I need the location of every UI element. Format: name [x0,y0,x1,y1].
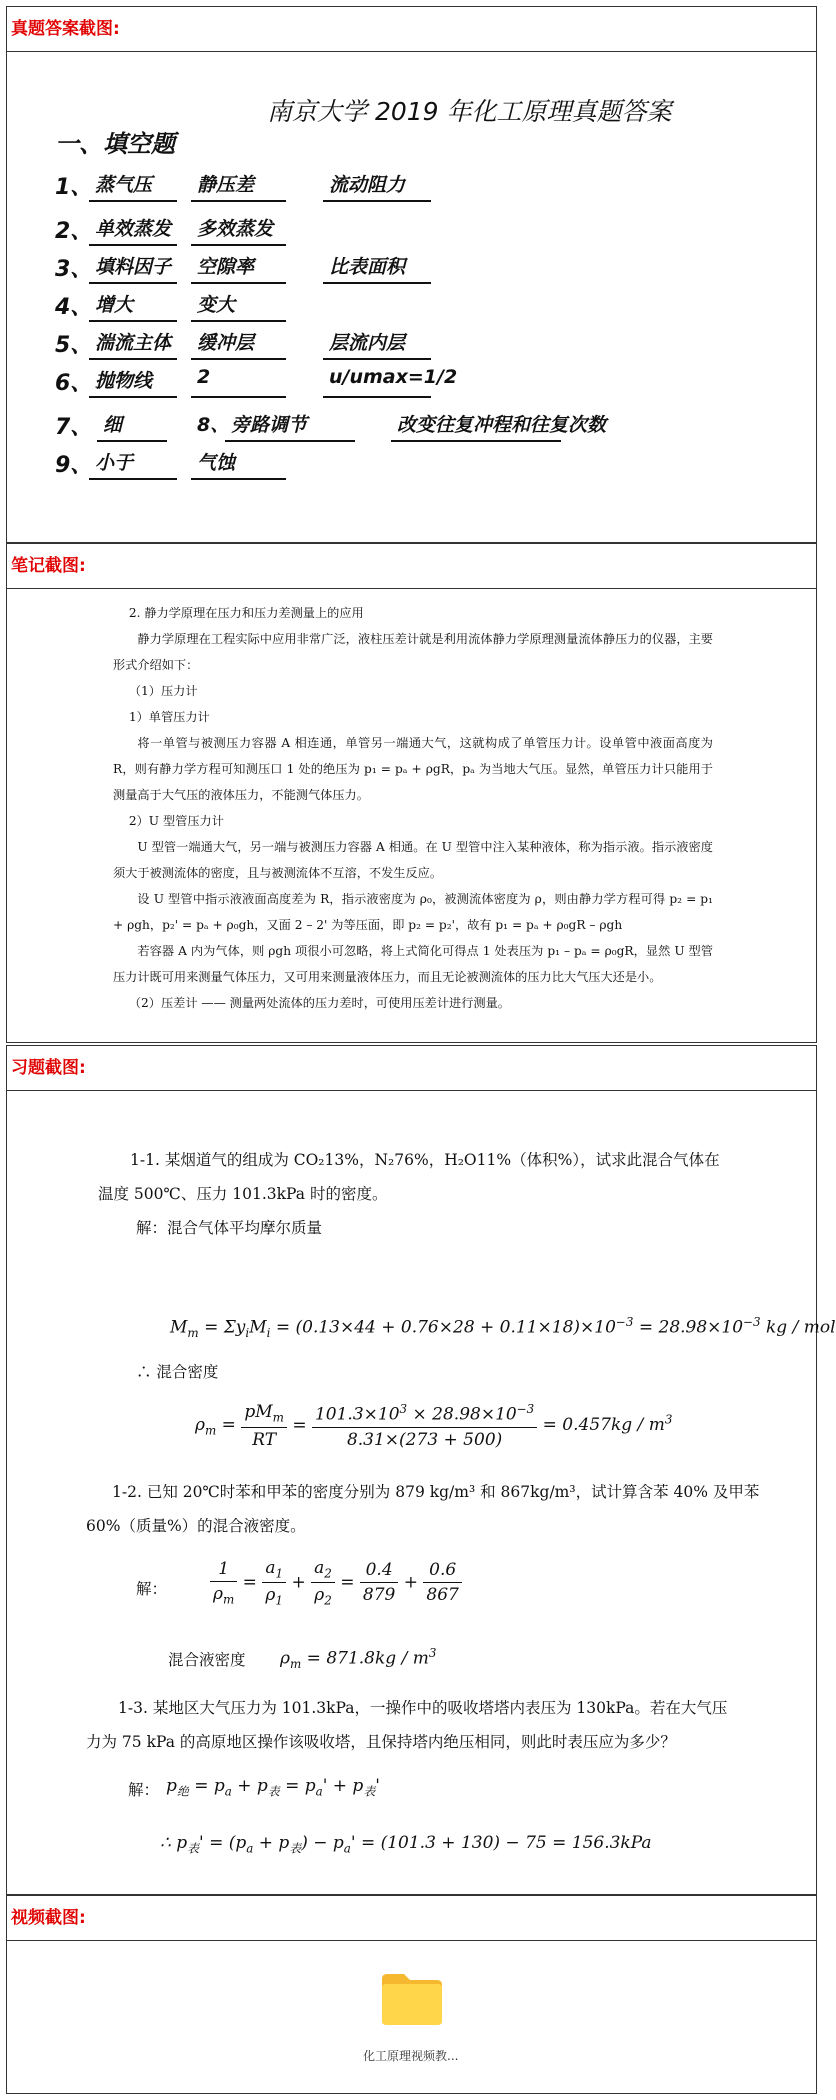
answer-underline [191,396,286,398]
rho-result: = $0.457kg / m^3$ [542,1412,673,1436]
answer-underline [191,200,286,202]
answer-text: 流动阻力 [329,174,406,196]
answer-text: 2 [197,366,211,388]
answer-underline [225,440,355,442]
answer-text: 缓冲层 [197,332,255,354]
answer-text: 改变往复冲程和往复次数 [397,414,607,436]
answer-underline [191,282,286,284]
answer-underline [89,200,177,202]
answer-text: 多效蒸发 [197,218,274,240]
notes-subheading: （1）压力计 [128,684,198,698]
answer-text: 细 [103,414,123,436]
notes-paragraph: 设 U 型管中指示液液面高度差为 R，指示液密度为 ρ₀，被测流体密度为 ρ，则由静力学方程可得 p₂ = p₁ + ρgh，p₂' = pₐ + ρ₀gh，又面 2 – 2' 为等压面，即 p₂ = p₂'，故有 p₁ = pₐ + ρ₀gR – ρgh [113,892,713,932]
answer-underline [191,358,286,360]
fraction [312,1402,537,1450]
notes-paragraph: （2）压差计 —— 测量两处流体的压力差时，可使用压差计进行测量。 [128,996,510,1010]
answer-text: 单效蒸发 [95,218,172,240]
answer-text: 增大 [95,294,134,316]
notes-text [113,600,713,1016]
answer-underline [323,358,431,360]
notes-heading: 2. 静力学原理在压力和压力差测量上的应用 [128,606,364,620]
answer-text: 比表面积 [329,256,406,278]
answer-text: 气蚀 [197,452,236,474]
answer-text: 蒸气压 [95,174,153,196]
notes-section-title: 笔记截图: [6,543,817,589]
exercise-3-solution: 解： [128,1781,160,1799]
folder-label[interactable]: 化工原理视频教... [363,2049,459,2063]
answer-underline [89,320,177,322]
answer-text: 填料因子 [95,256,172,278]
exercise-2-result: $\rho_m = 871.8kg / m^3$ [280,1646,437,1672]
fraction-numerator: $pM_m$ [241,1402,287,1427]
answer-number: 4、 [55,295,93,320]
exercise-3-equation-2: ∴ $p_表' = (p_a + p_表) - p_a' = (101.3 + 130) - 75 = 156.3kPa$ [160,1833,652,1856]
notes-paragraph: 将一单管与被测压力容器 A 相连通，单管另一端通大气，这就构成了单管压力计。设单管中液面高度为 R，则有静力学方程可知测压口 1 处的绝压为 p₁ = pₐ + ρgR，pₐ 为当地大气压。显然，单管压力计只能用于测量高于大气压的液体压力，不能测气体压力。 [113,736,713,802]
exercise-1-equation: $M_m = \Sigma y_iM_i = (0.13\times 44 + 0.76\times 28 + 0.11\times 18)\times 10^{-3} = 28.98\times 10^{-3}$ kg / mol [170,1315,836,1341]
fraction-denominator: 8.31×(273 + 500) [346,1429,503,1450]
answer-number: 6、 [55,371,93,396]
answer-underline [89,358,177,360]
video-panel [6,1940,817,2094]
answer-underline [323,282,431,284]
answer-underline [89,244,177,246]
answer-underline [323,396,431,398]
answer-underline [191,320,286,322]
exercise-3-equation-1: $p_绝 = p_a + p_表 = p_a' + p_表'$ [166,1776,380,1799]
answer-image-panel [6,51,817,543]
folder-icon[interactable] [380,1971,444,2027]
answer-number: 5、 [55,333,93,358]
exercise-3-text-cont: 力为 75 kPa 的高原地区操作该吸收塔，且保持塔内绝压相同，则此时表压应为多少？ [86,1733,676,1751]
notes-paragraph: U 型管一端通大气，另一端与被测压力容器 A 相通。在 U 型管中注入某种液体，称为指示液。指示液密度须大于被测流体的密度，且与被测流体不互溶，不发生反应。 [113,840,713,880]
exercise-2-result-label: 混合液密度 [168,1651,246,1669]
rho-lhs: $\rho_m$ = [195,1415,236,1438]
notes-paragraph: 静力学原理在工程实际中应用非常广泛，液柱压差计就是利用流体静力学原理测量流体静压力的仪器，主要形式介绍如下： [113,632,713,672]
video-section-title: 视频截图: [6,1895,817,1941]
exercise-2-solution: 解： [136,1580,168,1598]
handwritten-title: 南京大学 2019 年化工原理真题答案 [267,97,672,126]
answer-underline [89,478,177,480]
exercise-1-text: 1-1. 某烟道气的组成为 CO₂13%，N₂76%，H₂O11%（体积%），试求此混合气体在 [130,1151,720,1169]
answer-text: 旁路调节 [231,414,308,436]
answer-number: 9、 [55,453,93,478]
answer-text: 层流内层 [329,332,406,354]
answer-underline [191,244,286,246]
answer-number: 7、 [55,415,93,440]
fraction-numerator: $101.3\times 10^3 \times 28.98\times 10^{-3}$ [312,1402,537,1428]
exercise-1-therefore: ∴ 混合密度 [136,1363,219,1381]
answer-underline [89,396,177,398]
answer-underline [97,440,167,442]
exercise-section-title: 习题截图: [6,1045,817,1091]
exercise-3-text: 1-3. 某地区大气压力为 101.3kPa，一操作中的吸收塔塔内表压为 130kPa。若在大气压 [118,1699,728,1717]
answer-text: 小于 [95,452,134,474]
notes-subheading: 2）U 型管压力计 [128,814,224,828]
answer-text: 空隙率 [197,256,255,278]
answer-text: 湍流主体 [95,332,172,354]
fraction [241,1402,287,1449]
exercise-1-text-cont: 温度 500℃、压力 101.3kPa 时的密度。 [98,1185,388,1203]
exercise-2-equation: $\frac{1}{\rho_m}$ = $\frac{a_1}{\rho_1}$ + $\frac{a_2}{\rho_2}$ = $\frac{0.4}{879}$ + $\frac{0.6}{867}$ [210,1558,462,1608]
exercise-1-density-equation: $\rho_m$ = $\frac{pM_m}{RT}$ = $\frac{101.3\times 10^3 \times 28.98\times 10^{-3}}{8.31\times(273 + 500)}$ = $0.457kg / m^3$ [195,1402,673,1450]
answer-underline [191,478,286,480]
answer-number: 3、 [55,257,93,282]
exercise-2-text: 1-2. 已知 20℃时苯和甲苯的密度分别为 879 kg/m³ 和 867kg/m³，试计算含苯 40% 及甲苯 [112,1483,760,1501]
answer-section-title: 真题答案截图: [6,6,817,52]
answer-text: 8、 [197,414,230,436]
exercise-1-solution: 解：混合气体平均摩尔质量 [136,1219,323,1237]
answer-underline [323,200,431,202]
answer-underline [391,440,561,442]
exercise-2-text-cont: 60%（质量%）的混合液密度。 [86,1517,306,1535]
answer-number: 1、 [55,175,93,200]
answer-number: 2、 [55,219,93,244]
answer-text: 静压差 [197,174,255,196]
handwritten-heading: 一、填空题 [55,130,175,158]
fraction-denominator: RT [252,1429,277,1450]
answer-text: 变大 [197,294,236,316]
notes-subheading: 1）单管压力计 [128,710,210,724]
notes-paragraph: 若容器 A 内为气体，则 ρgh 项很小可忽略，将上式简化可得点 1 处表压为 p₁ – pₐ = ρ₀gR，显然 U 型管压力计既可用来测量气体压力，又可用来测量液体压力，而且无论被测流体的压力比大气压大还是小。 [113,944,713,984]
answer-text: 抛物线 [95,370,153,392]
answer-underline [89,282,177,284]
answer-text: u/umax=1/2 [329,366,458,388]
